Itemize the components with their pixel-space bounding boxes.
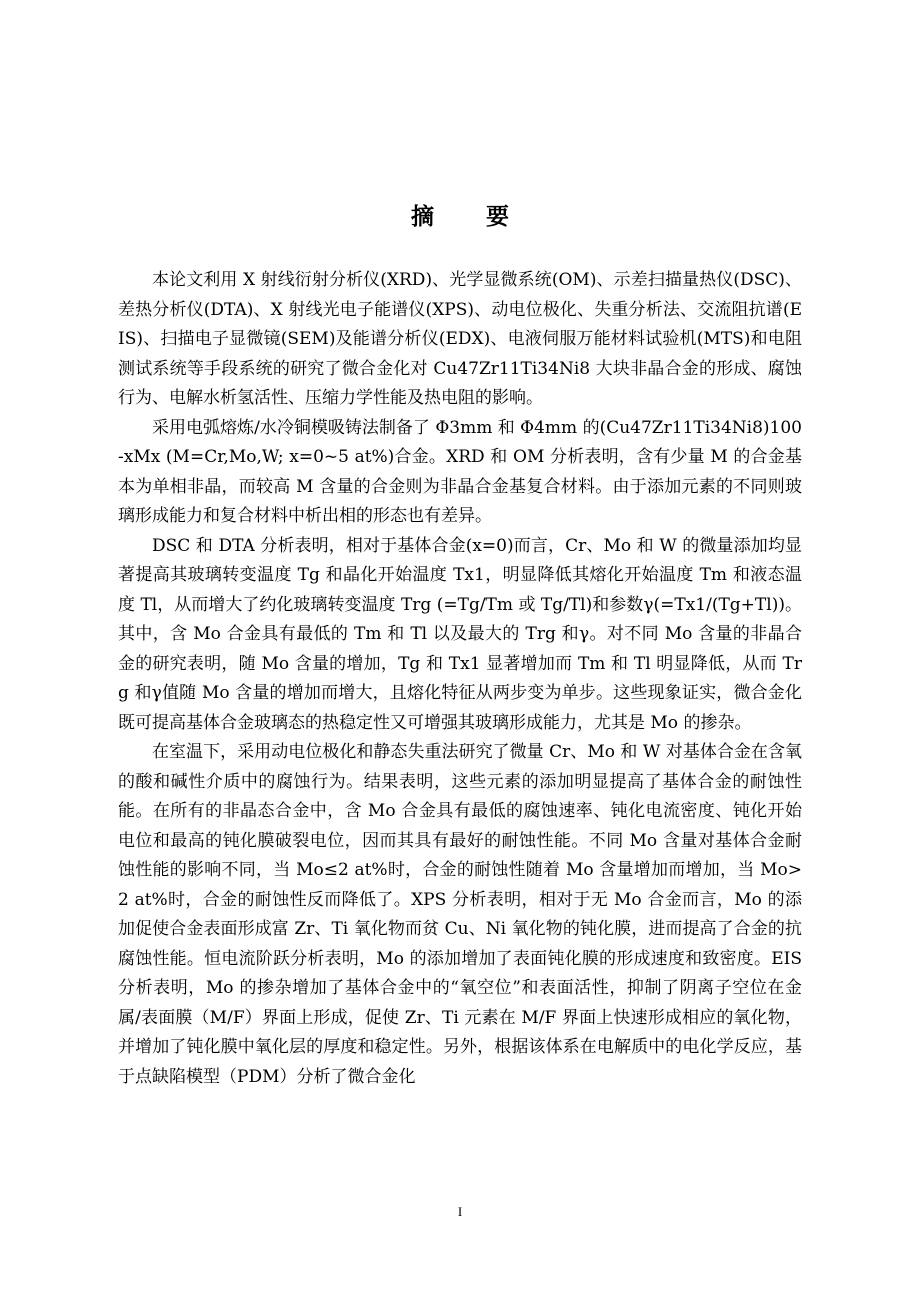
paragraph-3: DSC 和 DTA 分析表明，相对于基体合金(x=0)而言，Cr、Mo 和 W 的微量添加均显著提高其玻璃转变温度 Tg 和晶化开始温度 Tx1，明显降低其熔化开始温度 Tm 和液态温度 Tl，从而增大了约化玻璃转变温度 Trg (=Tg/Tm 或 Tg/Tl)和参数γ(=Tx1/(Tg+Tl))。其中，含 Mo 合金具有最低的 Tm 和 Tl 以及最大的 Trg 和γ。对不同 Mo 含量的非晶合金的研究表明，随 Mo 含量的增加，Tg 和 Tx1 显著增加而 Tm 和 Tl 明显降低，从而 Trg 和γ值随 Mo 含量的增加而增大，且熔化特征从两步变为单步。这些现象证实，微合金化既可提高基体合金玻璃态的热稳定性又可增强其玻璃形成能力，尤其是 Mo 的掺杂。: [118, 535, 802, 733]
paragraph-4: 在室温下，采用动电位极化和静态失重法研究了微量 Cr、Mo 和 W 对基体合金在含氧的酸和碱性介质中的腐蚀行为。结果表明，这些元素的添加明显提高了基体合金的耐蚀性能。在所有的非晶态合金中，含 Mo 合金具有最低的腐蚀速率、钝化电流密度、钝化开始电位和最高的钝化膜破裂电位，因而其具有最好的耐蚀性能。不同 Mo 含量对基体合金耐蚀性能的影响不同，当 Mo≤2 at%时，合金的耐蚀性随着 Mo 含量增加而增加，当 Mo>2 at%时，合金的耐蚀性反而降低了。XPS 分析表明，相对于无 Mo 合金而言，Mo 的添加促使合金表面形成富 Zr、Ti 氧化物而贫 Cu、Ni 氧化物的钝化膜，进而提高了合金的抗腐蚀性能。恒电流阶跃分析表明，Mo 的添加增加了表面钝化膜的形成速度和致密度。EIS 分析表明，Mo 的掺杂增加了基体合金中的“氧空位”和表面活性，抑制了阴离子空位在金属/表面膜（M/F）界面上形成，促使 Zr、Ti 元素在 M/F 界面上快速形成相应的氧化物，并增加了钝化膜中氧化层的厚度和稳定性。另外，根据该体系在电解质中的电化学反应，基于点缺陷模型（PDM）分析了微合金化: [118, 742, 802, 1087]
paragraph-2: 采用电弧熔炼/水冷铜模吸铸法制备了 Φ3mm 和 Φ4mm 的(Cu47Zr11Ti34Ni8)100-xMx (M=Cr,Mo,W; x=0~5 at%)合金。XRD 和 OM 分析表明，含有少量 M 的合金基本为单相非晶，而较高 M 含量的合金则为非晶合金基复合材料。由于添加元素的不同则玻璃形成能力和复合材料中析出相的形态也有差异。: [118, 417, 802, 526]
paragraph-1: 本论文利用 X 射线衍射分析仪(XRD)、光学显微系统(OM)、示差扫描量热仪(DSC)、差热分析仪(DTA)、X 射线光电子能谱仪(XPS)、动电位极化、失重分析法、交流阻抗谱(EIS)、扫描电子显微镜(SEM)及能谱分析仪(EDX)、电液伺服万能材料试验机(MTS)和电阻测试系统等手段系统的研究了微合金化对 Cu47Zr11Ti34Ni8 大块非晶合金的形成、腐蚀行为、电解水析氢活性、压缩力学性能及热电阻的影响。: [118, 270, 802, 408]
abstract-body: [118, 266, 802, 1092]
page-title: 摘 要: [410, 204, 531, 230]
page-number: I: [457, 1204, 463, 1219]
